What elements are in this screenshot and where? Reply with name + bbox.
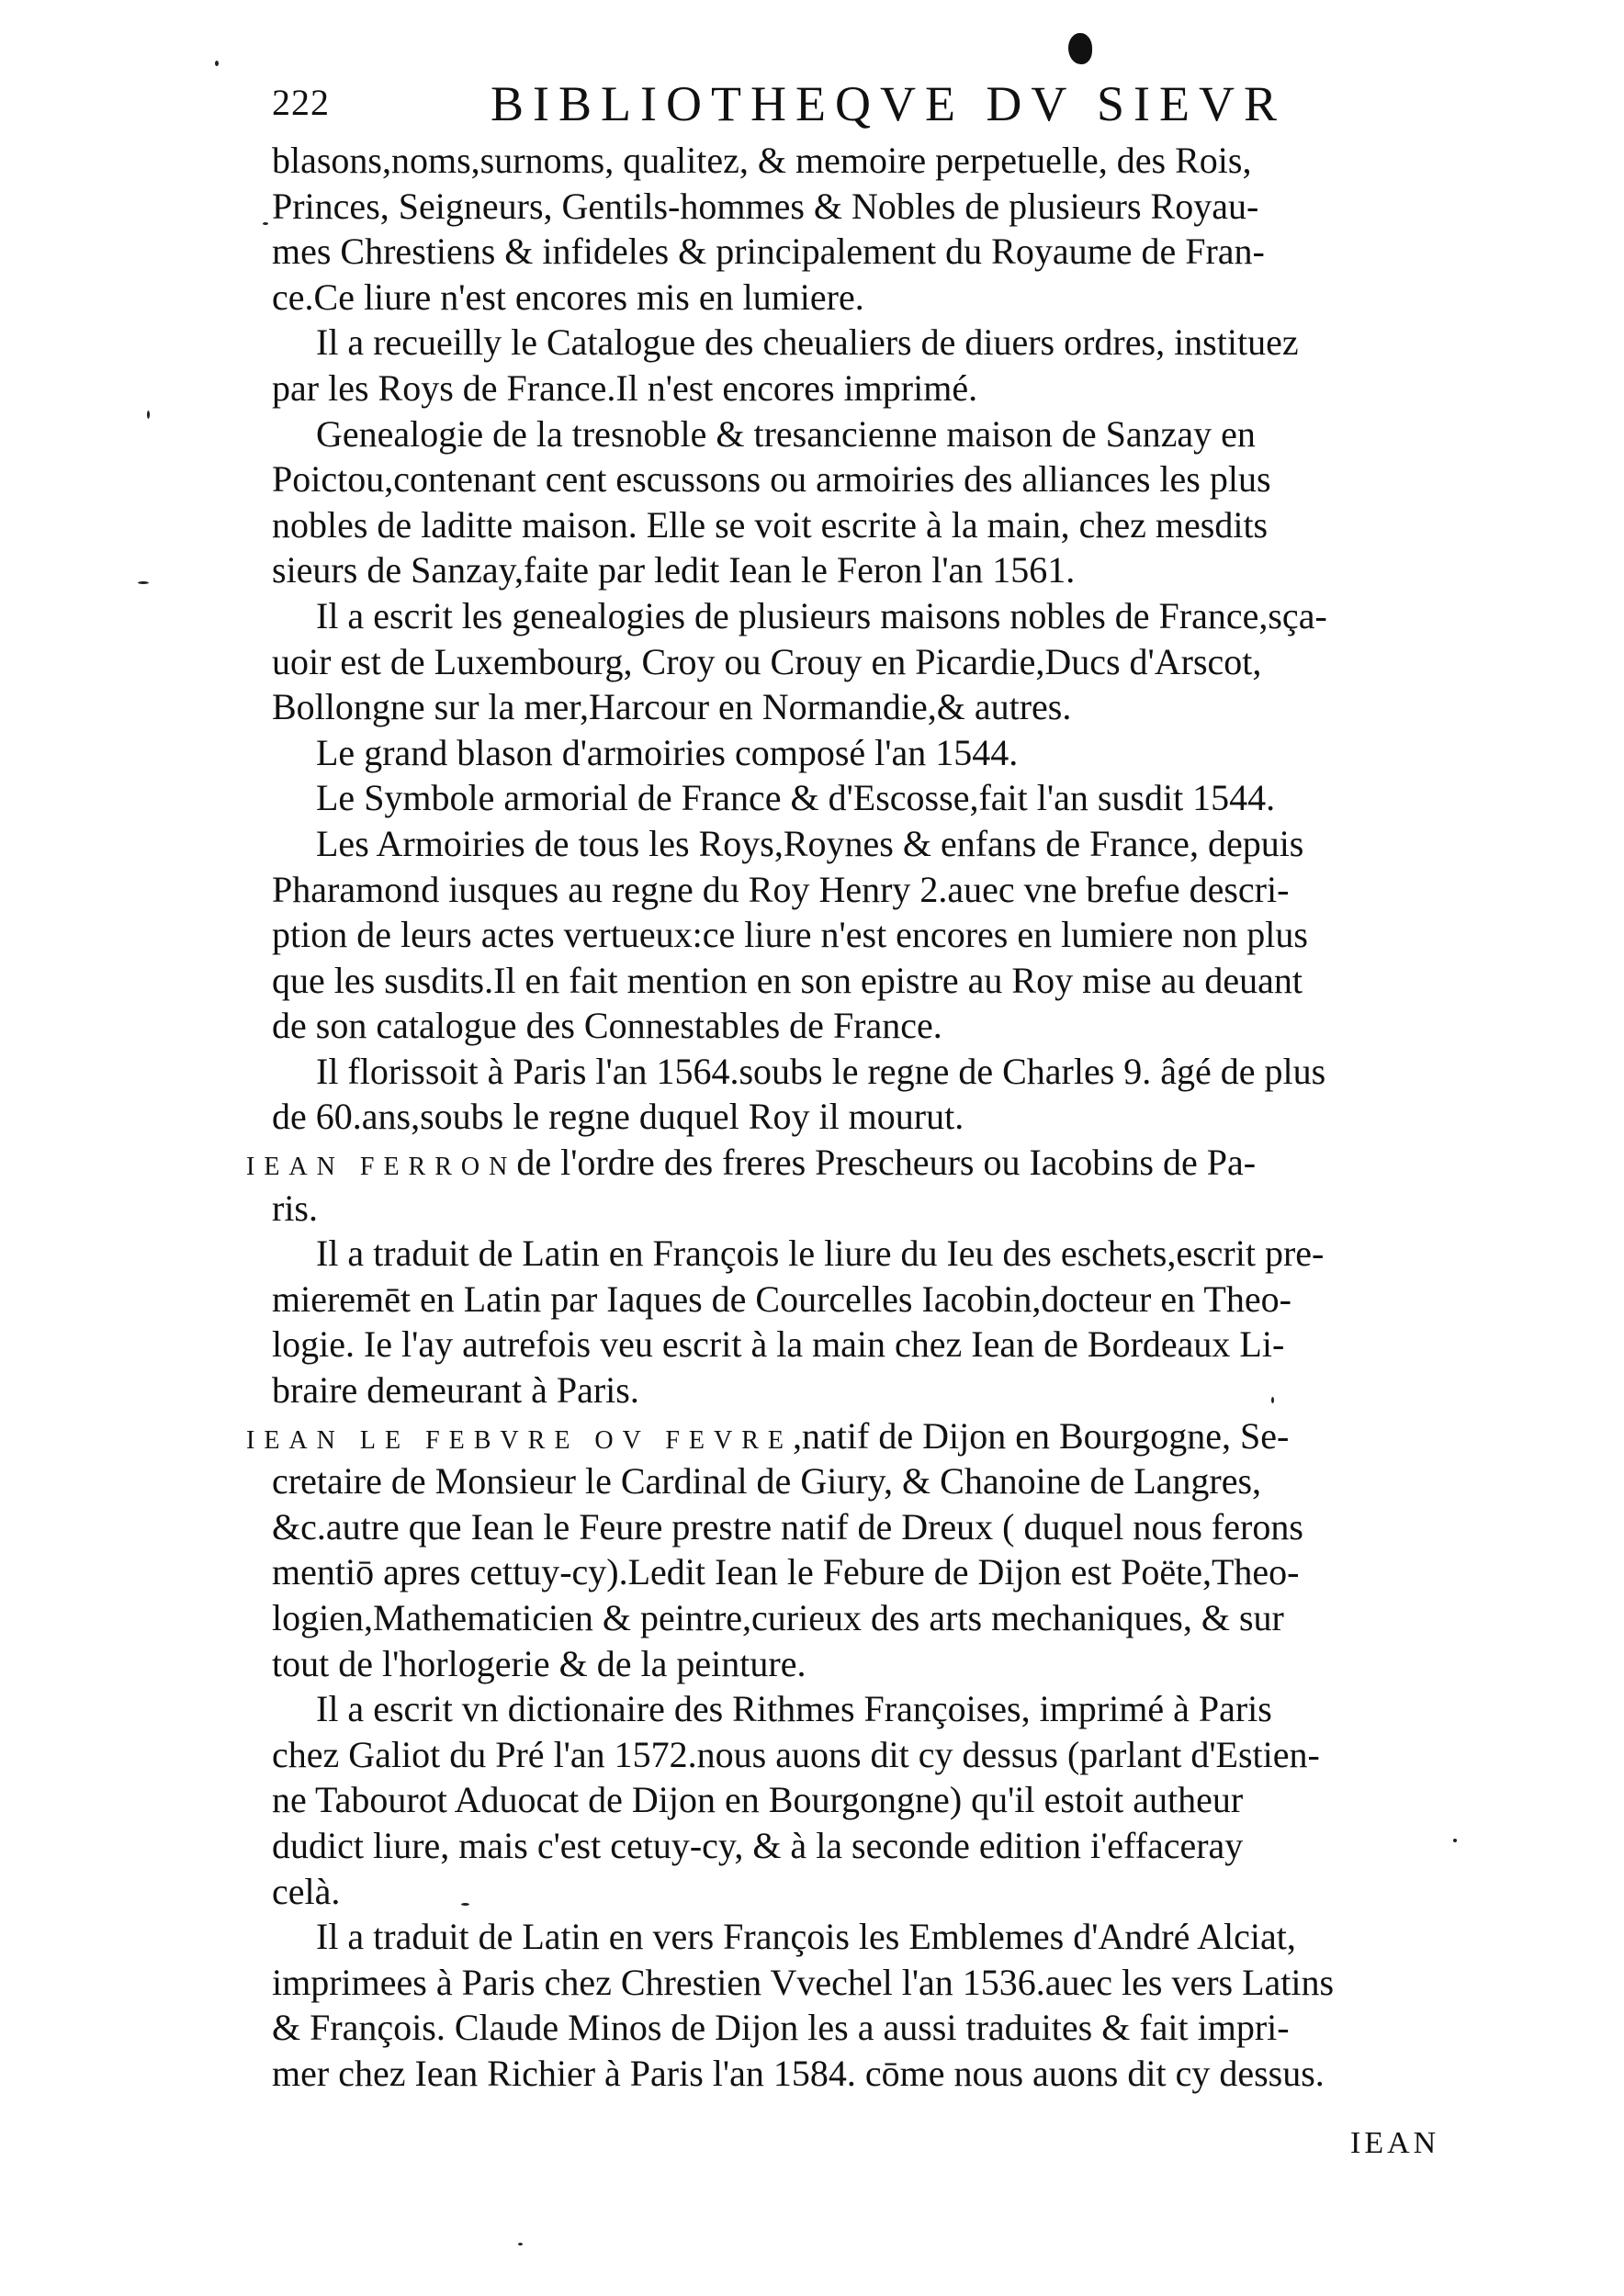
catchword: IEAN — [1350, 2126, 1440, 2160]
running-title: BIBLIOTHEQVE DV SIEVR — [491, 76, 1286, 131]
text-line: mentiō apres cettuy-cy).Ledit Iean le Febure de Dijon est Poëte,Theo- — [272, 1551, 1300, 1593]
margin-speck — [147, 411, 150, 419]
text-line: Princes, Seigneurs, Gentils-hommes & Nobles de plusieurs Royau- — [272, 185, 1259, 227]
entry-line — [246, 1413, 1457, 1459]
text-line: blasons,noms,surnoms, qualitez, & memoire perpetuelle, des Rois, — [272, 140, 1252, 181]
text-line: sieurs de Sanzay,faite par ledit Iean le Feron l'an 1561. — [272, 549, 1076, 591]
text-line: Le grand blason d'armoiries composé l'an 1544. — [316, 731, 1019, 773]
text-line: dudict liure, mais c'est cetuy-cy, & à la seconde edition i'effaceray — [272, 1824, 1244, 1866]
margin-speck — [461, 1903, 469, 1906]
margin-speck — [263, 222, 268, 225]
text-line: & François. Claude Minos de Dijon les a aussi traduites & fait impri- — [272, 2007, 1290, 2049]
text-line: par les Roys de France.Il n'est encores imprimé. — [272, 366, 978, 409]
text-line: Il a escrit vn dictionaire des Rithmes Françoises, imprimé à Paris — [316, 1688, 1272, 1730]
text-line: Pharamond iusques au regne du Roy Henry 2.auec vne brefue descri- — [272, 868, 1290, 910]
text-line: tout de l'horlogerie & de la peinture. — [272, 1642, 806, 1684]
text-line: celà. — [272, 1870, 341, 1912]
text-line: Le Symbole armorial de France & d'Escosse,fait l'an susdit 1544. — [316, 777, 1276, 819]
text-line: ris. — [272, 1187, 318, 1229]
text-line: nobles de laditte maison. Elle se voit escrite à la main, chez mesdits — [272, 503, 1269, 546]
text-line: ne Tabourot Aduocat de Dijon en Bourgongne) qu'il estoit autheur — [272, 1779, 1244, 1821]
text-line: ce.Ce liure n'est encores mis en lumiere. — [272, 276, 864, 318]
text-block — [246, 138, 1457, 2097]
text-line: imprimees à Paris chez Chrestien Vvechel l'an 1536.auec les vers Latins — [272, 1961, 1335, 2003]
text-line: que les susdits.Il en fait mention en son epistre au Roy mise au deuant — [272, 959, 1303, 1001]
text-line: Il a traduit de Latin en François le liure du Ieu des eschets,escrit pre- — [316, 1232, 1325, 1275]
text-line: de son catalogue des Connestables de France. — [272, 1005, 942, 1047]
entry-headword: IEAN FERRON — [246, 1153, 517, 1182]
text-line: Les Armoiries de tous les Roys,Roynes & enfans de France, depuis — [316, 822, 1304, 864]
text-line: logie. Ie l'ay autrefois veu escrit à la main chez Iean de Bordeaux Li- — [272, 1323, 1285, 1366]
text-line: mes Chrestiens & infideles & principalement du Royaume de Fran- — [272, 231, 1265, 273]
text-line: mieremēt en Latin par Iaques de Courcelles Iacobin,docteur en Theo- — [272, 1277, 1291, 1320]
text-line: &c.autre que Iean le Feure prestre natif de Dreux ( duquel nous ferons — [272, 1505, 1303, 1548]
text-line: Il a traduit de Latin en vers François les Emblemes d'André Alciat, — [316, 1916, 1296, 1958]
text-line: chez Galiot du Pré l'an 1572.nous auons dit cy dessus (parlant d'Estien- — [272, 1733, 1320, 1775]
margin-speck — [215, 61, 219, 66]
entry-text: ,natif de Dijon en Bourgogne, Se- — [793, 1414, 1290, 1457]
text-line: braire demeurant à Paris. — [272, 1369, 639, 1412]
text-line: Genealogie de la tresnoble & tresancienne maison de Sanzay en — [316, 412, 1256, 455]
text-line: de 60.ans,soubs le regne duquel Roy il mourut. — [272, 1096, 964, 1138]
margin-speck — [1453, 1839, 1457, 1842]
page-header — [272, 75, 1457, 134]
margin-speck — [1271, 1397, 1274, 1403]
entry-text: de l'ordre des freres Prescheurs ou Iacobins de Pa- — [516, 1142, 1257, 1184]
entry-line — [246, 1140, 1457, 1186]
margin-speck — [518, 2243, 523, 2245]
text-line: uoir est de Luxembourg, Croy ou Crouy en Picardie,Ducs d'Arscot, — [272, 640, 1262, 682]
ink-blot — [1068, 33, 1092, 64]
text-line: Il a recueilly le Catalogue des cheualiers de diuers ordres, instituez — [316, 321, 1299, 364]
text-line: Il florissoit à Paris l'an 1564.soubs le regne de Charles 9. âgé de plus — [316, 1050, 1326, 1092]
margin-speck — [138, 581, 149, 584]
text-line: Bollongne sur la mer,Harcour en Normandie,& autres. — [272, 686, 1072, 728]
text-line: mer chez Iean Richier à Paris l'an 1584. cōme nous auons dit cy dessus. — [272, 2052, 1325, 2094]
text-line: ption de leurs actes vertueux:ce liure n'est encores en lumiere non plus — [272, 914, 1308, 956]
page-number: 222 — [272, 82, 330, 123]
text-line: Il a escrit les genealogies de plusieurs maisons nobles de France,sça- — [316, 594, 1327, 636]
text-line: logien,Mathematicien & peintre,curieux des arts mechaniques, & sur — [272, 1597, 1284, 1638]
text-line: cretaire de Monsieur le Cardinal de Giury, & Chanoine de Langres, — [272, 1460, 1262, 1503]
entry-headword: IEAN LE FEBVRE OV FEVRE — [246, 1425, 794, 1455]
text-line: Poictou,contenant cent escussons ou armoiries des alliances les plus — [272, 458, 1271, 501]
